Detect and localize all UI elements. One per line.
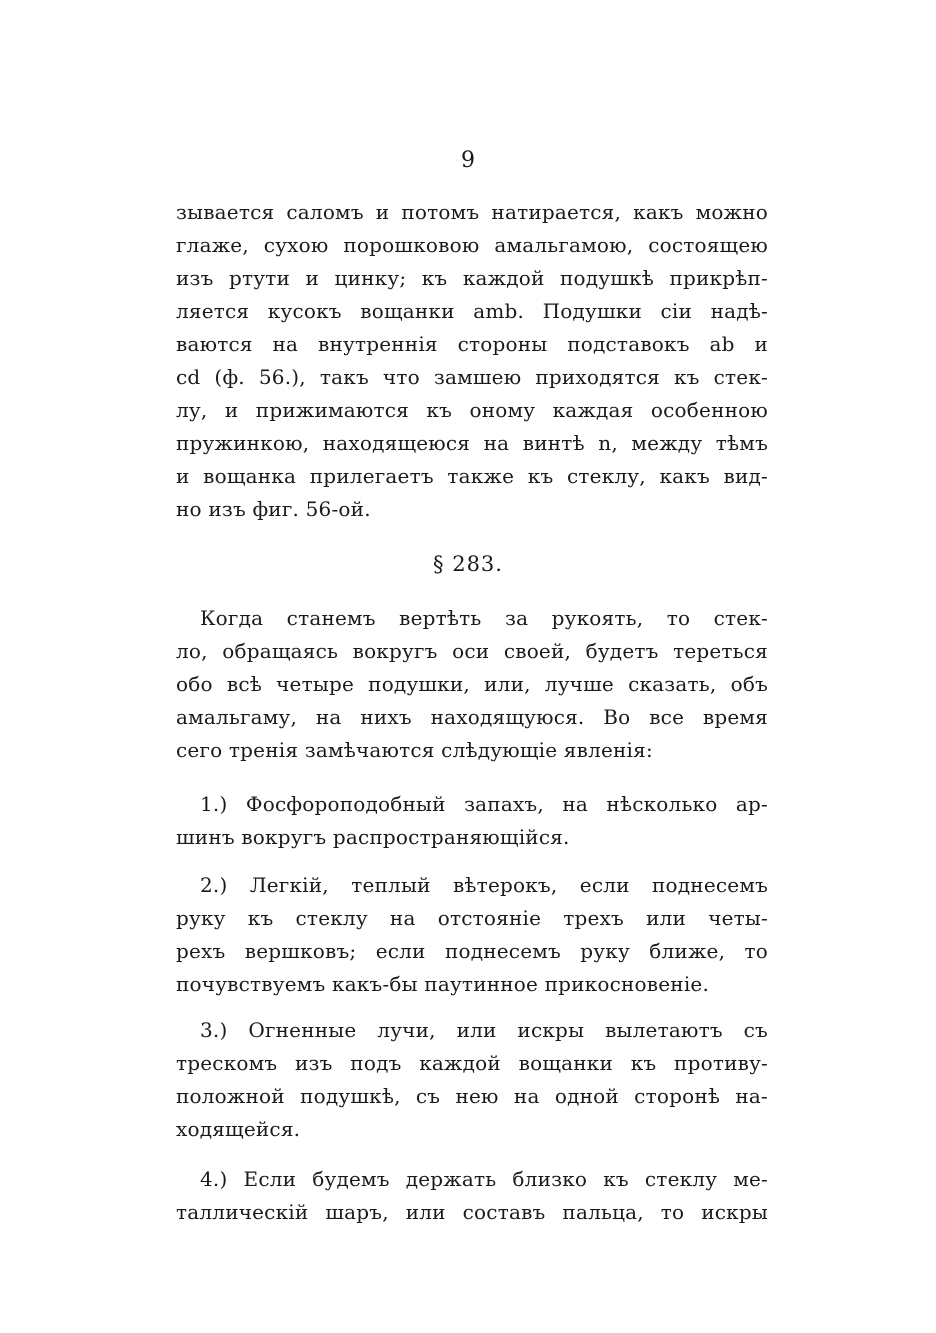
- text-line: ляется кусокъ вощанки amb. Подушки сіи надѣ-: [176, 299, 768, 323]
- text-line: обо всѣ четыре подушки, или, лучше сказать, объ: [176, 672, 768, 696]
- text-line: глаже, сухою порошковою амальгамою, состоящею: [176, 233, 768, 257]
- text-line: 2.) Легкій, теплый вѣтерокъ, если поднесемъ: [200, 873, 768, 897]
- paragraph-intro: [176, 602, 768, 767]
- text-line: пружинкою, находящеюся на винтѣ n, между тѣмъ: [176, 431, 768, 455]
- text-line: почувствуемъ какъ-бы паутинное прикосновеніе.: [176, 972, 710, 996]
- page-number: 9: [461, 148, 475, 173]
- text-line: ваются на внутреннія стороны подставокъ ab и: [176, 332, 768, 356]
- text-line: таллическій шаръ, или составъ пальца, то искры: [176, 1200, 768, 1224]
- text-line: зывается саломъ и потомъ натирается, какъ можно: [176, 200, 768, 224]
- text-line: лу, и прижимаются къ оному каждая особенною: [176, 398, 768, 422]
- text-line: руку къ стеклу на отстояніе трехъ или четы-: [176, 906, 768, 930]
- text-line: амальгаму, на нихъ находящуюся. Во все время: [176, 705, 768, 729]
- text-line: и вощанка прилегаетъ также къ стеклу, какъ вид-: [176, 464, 768, 488]
- text-line: 3.) Огненные лучи, или искры вылетаютъ съ: [200, 1018, 768, 1042]
- text-line: Когда станемъ вертѣть за рукоять, то стек-: [200, 606, 768, 630]
- text-line: ло, обращаясь вокругъ оси своей, будетъ тереться: [176, 639, 768, 663]
- list-item-3: [176, 1014, 768, 1146]
- text-line: cd (ф. 56.), такъ что замшею приходятся къ стек-: [176, 365, 768, 389]
- text-line: 1.) Фосфороподобный запахъ, на нѣсколько ар-: [200, 792, 768, 816]
- section-heading: § 283.: [433, 552, 503, 576]
- text-line: шинъ вокругъ распространяющійся.: [176, 825, 570, 849]
- text-line: изъ ртути и цинку; къ каждой подушкѣ прикрѣп-: [176, 266, 768, 290]
- text-line: сего тренія замѣчаются слѣдующіе явленія:: [176, 738, 653, 762]
- text-line: рехъ вершковъ; если поднесемъ руку ближе, то: [176, 939, 768, 963]
- text-line: положной подушкѣ, съ нею на одной сторонѣ на-: [176, 1084, 768, 1108]
- paragraph-continuation: [176, 196, 768, 526]
- text-line: но изъ фиг. 56-ой.: [176, 497, 371, 521]
- list-item-4: [176, 1163, 768, 1229]
- text-line: ходящейся.: [176, 1117, 301, 1141]
- list-item-2: [176, 869, 768, 1001]
- text-line: трескомъ изъ подъ каждой вощанки къ противу-: [176, 1051, 768, 1075]
- text-line: 4.) Если будемъ держать близко къ стеклу ме-: [200, 1167, 768, 1191]
- list-item-1: [176, 788, 768, 854]
